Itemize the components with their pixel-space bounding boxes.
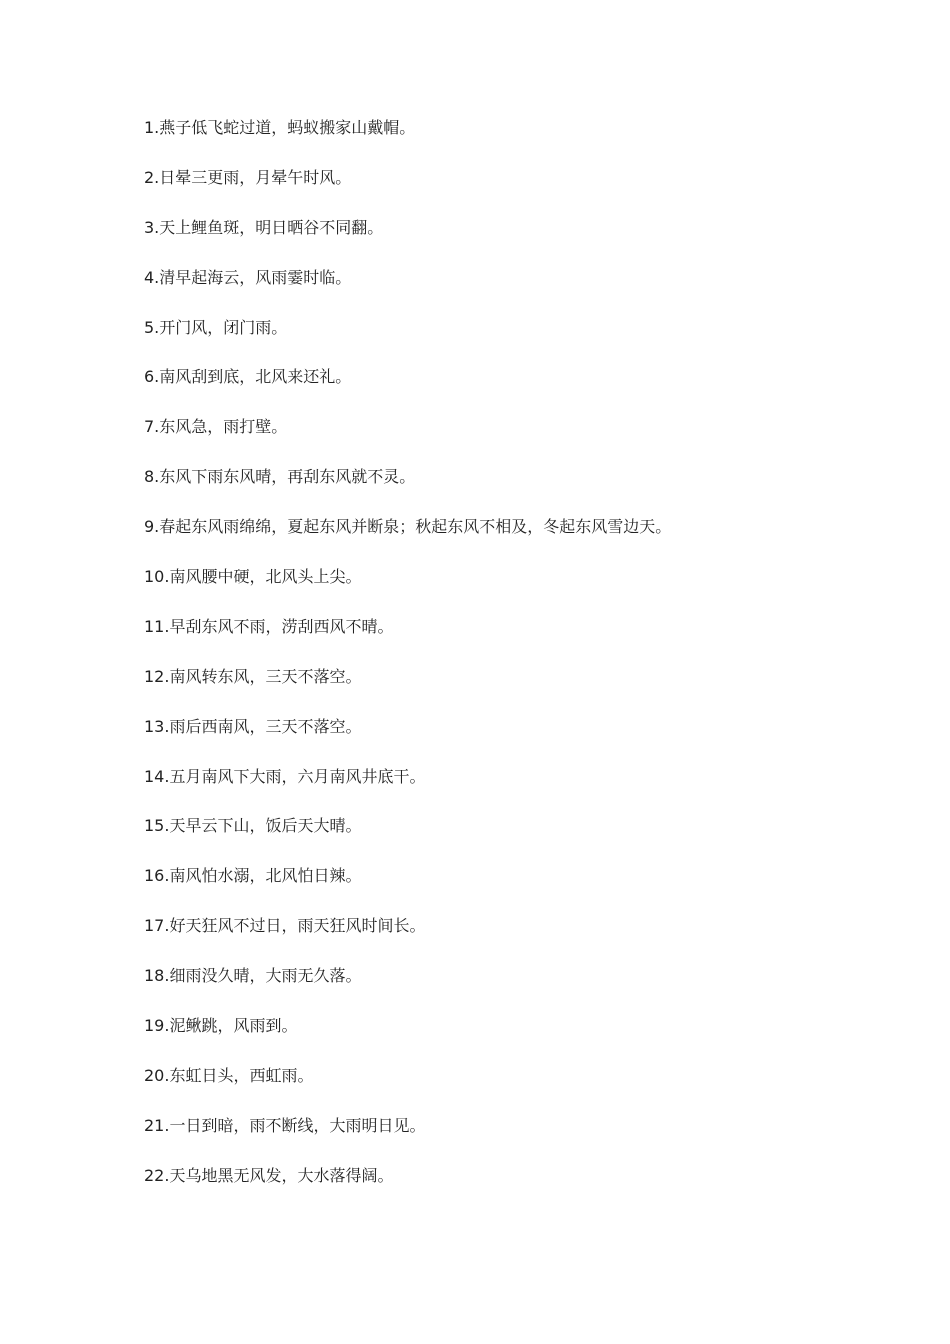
list-item: 16.南风怕水溺，北风怕日辣。 (144, 866, 362, 886)
list-item: 17.好天狂风不过日，雨天狂风时间长。 (144, 916, 426, 936)
proverb-list (144, 114, 924, 1212)
list-item: 12.南风转东风，三天不落空。 (144, 666, 362, 686)
list-item: 7.东风急，雨打壁。 (144, 417, 288, 437)
list-item: 6.南风刮到底，北风来还礼。 (144, 367, 352, 387)
list-item: 11.早刮东风不雨，涝刮西风不晴。 (144, 616, 394, 636)
list-item: 22.天乌地黑无风发，大水落得阔。 (144, 1165, 394, 1185)
list-item: 21.一日到暗，雨不断线，大雨明日见。 (144, 1115, 426, 1135)
list-item: 1.燕子低飞蛇过道，蚂蚁搬家山戴帽。 (144, 118, 416, 137)
list-item: 15.天早云下山，饭后天大晴。 (144, 816, 362, 836)
list-item: 4.清早起海云，风雨霎时临。 (144, 267, 352, 287)
list-item: 5.开门风，闭门雨。 (144, 317, 288, 337)
list-item: 19.泥鳅跳，风雨到。 (144, 1016, 298, 1036)
list-item: 3.天上鲤鱼斑，明日晒谷不同翻。 (144, 217, 384, 237)
list-item: 14.五月南风下大雨，六月南风井底干。 (144, 766, 426, 786)
list-item: 10.南风腰中硬，北风头上尖。 (144, 567, 362, 587)
list-item: 13.雨后西南风，三天不落空。 (144, 716, 362, 736)
list-item: 9.春起东风雨绵绵，夏起东风并断泉；秋起东风不相及，冬起东风雪边天。 (144, 517, 672, 537)
list-item: 2.日晕三更雨，月晕午时风。 (144, 167, 352, 187)
list-item: 18.细雨没久晴，大雨无久落。 (144, 966, 362, 986)
list-item: 20.东虹日头，西虹雨。 (144, 1065, 314, 1085)
list-item: 8.东风下雨东风晴，再刮东风就不灵。 (144, 467, 416, 487)
